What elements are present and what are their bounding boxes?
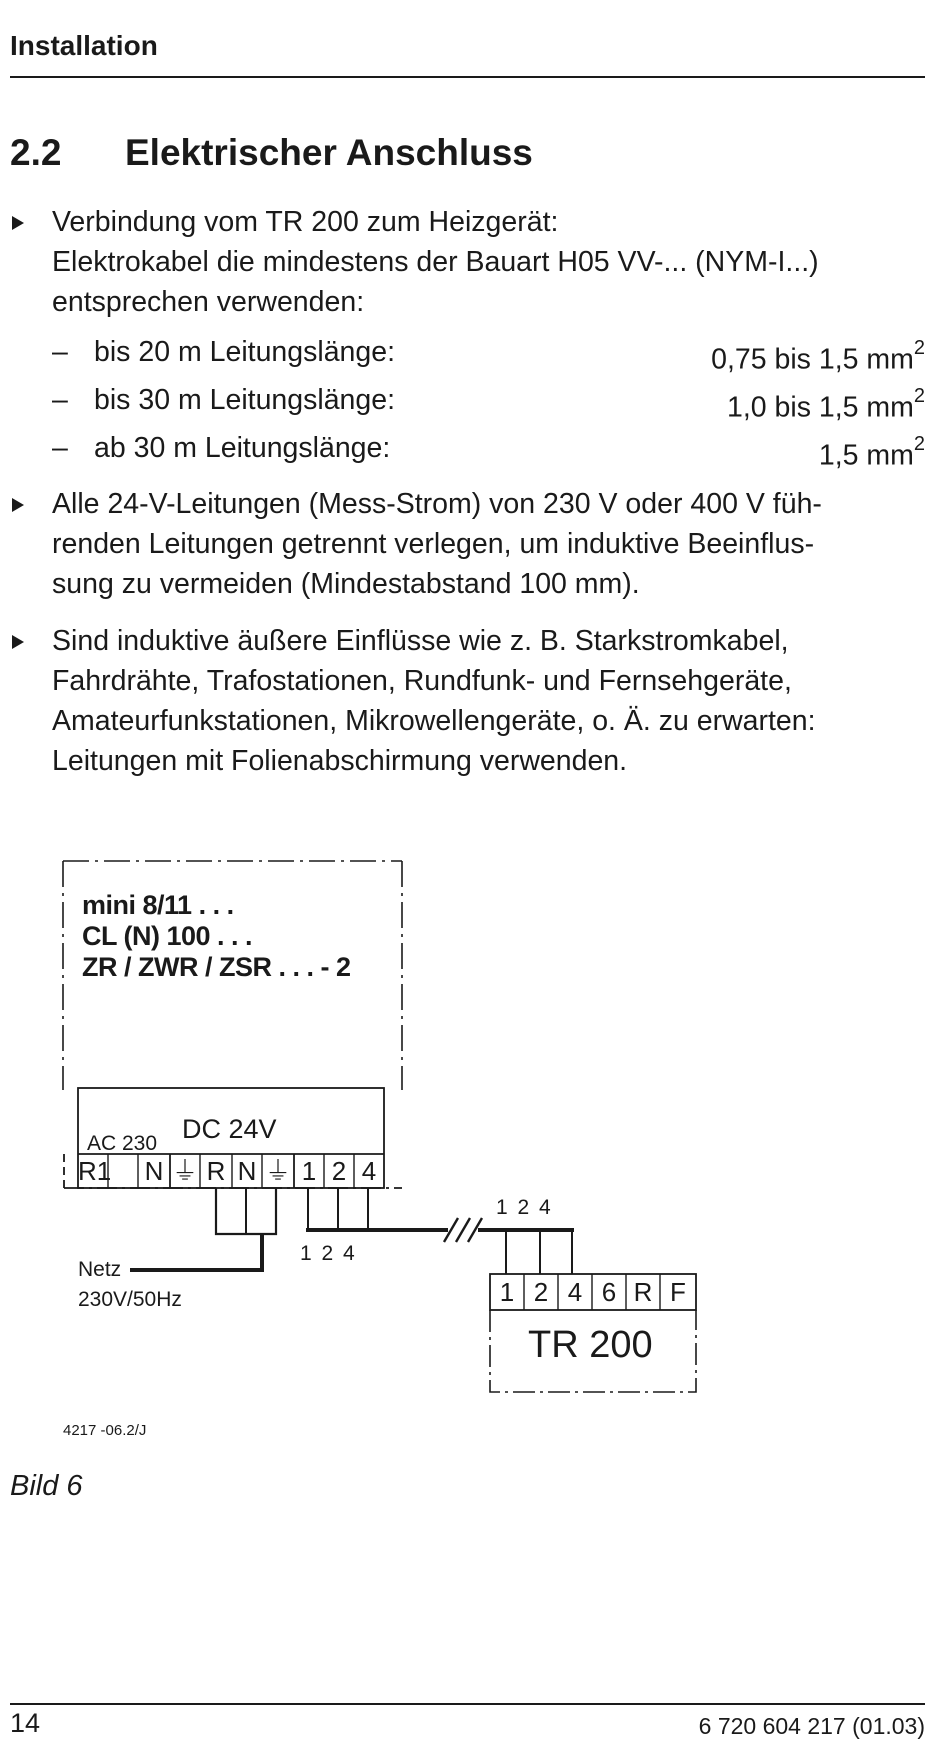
- bullet-line: Amateurfunkstationen, Mikrowellengeräte, o. Ä. zu erwarten:: [52, 705, 816, 737]
- drawing-code: 4217 -06.2/J: [63, 1422, 147, 1439]
- tr200-terminal: 2: [533, 1277, 549, 1307]
- cable-length-label: bis 30 m Leitungslänge:: [94, 384, 396, 416]
- document-number: 6 720 604 217 (01.03): [698, 1713, 925, 1739]
- heater-model: mini 8/11 . . .: [82, 890, 234, 920]
- tr200-label: TR 200: [528, 1324, 653, 1366]
- ground-terminal-icon: ⏚: [264, 1156, 291, 1186]
- wiring-diagram: [0, 850, 950, 1439]
- cable-length-label: ab 30 m Leitungslänge:: [94, 432, 391, 464]
- heater-terminal: 1: [301, 1156, 317, 1186]
- unit-exponent: 2: [913, 385, 925, 407]
- bullet-line: Verbindung vom TR 200 zum Heizgerät:: [52, 206, 559, 238]
- dc-voltage-label: DC 24V: [182, 1114, 277, 1144]
- bullet-line: Alle 24-V-Leitungen (Mess-Strom) von 230 V oder 400 V füh-: [52, 488, 822, 520]
- triangle-bullet-icon: [12, 635, 24, 649]
- footer-rule: [10, 1703, 925, 1705]
- unit-exponent: 2: [913, 337, 925, 359]
- page-number: 14: [10, 1708, 41, 1738]
- heater-model: CL (N) 100 . . .: [82, 921, 253, 951]
- bullet-item: [10, 202, 925, 322]
- bullet-line: Fahrdrähte, Trafostationen, Rundfunk- und Fernsehgeräte,: [52, 665, 792, 697]
- bullet-line: Leitungen mit Folienabschirmung verwenden.: [52, 745, 628, 777]
- heater-model-list: [82, 890, 351, 983]
- header-rule: [10, 76, 925, 78]
- cable-cross-section: 1,5 $mm^2$: [818, 433, 925, 472]
- mains-cable: [130, 1234, 262, 1270]
- bullet-item: [10, 621, 925, 781]
- heater-terminal: 4: [361, 1156, 377, 1186]
- dash-marker: –: [52, 384, 68, 416]
- heater-terminal: N: [237, 1156, 257, 1186]
- dash-marker: –: [52, 336, 68, 368]
- figure-caption: Bild 6: [10, 1470, 83, 1502]
- bullet-item: [10, 484, 925, 604]
- ground-terminal-icon: ⏚: [171, 1156, 198, 1186]
- tr200-terminal: R: [633, 1277, 653, 1307]
- heater-model: ZR / ZWR / ZSR . . . - 2: [82, 952, 351, 982]
- bullet-line: entsprechen verwenden:: [52, 286, 365, 318]
- heater-terminal: R: [206, 1156, 226, 1186]
- tr200-terminal: 4: [567, 1277, 583, 1307]
- heater-terminal: N: [144, 1156, 164, 1186]
- tr200-terminal: F: [670, 1277, 686, 1307]
- dash-marker: –: [52, 432, 68, 464]
- bullet-line: sung zu vermeiden (Mindestabstand 100 mm).: [52, 568, 640, 600]
- header-title: Installation: [10, 30, 158, 61]
- triangle-bullet-icon: [12, 498, 24, 512]
- bullet-line: Sind induktive äußere Einflüsse wie z. B. Starkstromkabel,: [52, 625, 789, 657]
- ac-voltage-label: AC 230: [87, 1132, 158, 1155]
- section-heading: [10, 132, 533, 174]
- tr200-terminal: 6: [601, 1277, 617, 1307]
- tr200-terminal: 1: [499, 1277, 515, 1307]
- heater-terminal: R1: [78, 1156, 112, 1186]
- cable-wire-numbers: 1 2 4: [496, 1196, 551, 1219]
- unit-exponent: 2: [913, 433, 925, 455]
- heater-terminal: 2: [331, 1156, 347, 1186]
- bullet-line: renden Leitungen getrennt verlegen, um induktive Beeinflus-: [52, 528, 815, 560]
- section-number: 2.2: [10, 132, 62, 173]
- cable-length-label: bis 20 m Leitungslänge:: [94, 336, 396, 368]
- cable-cross-section: 0,75 bis 1,5 $mm^2$: [711, 337, 925, 376]
- section-title: Elektrischer Anschluss: [125, 132, 533, 173]
- mains-spec: 230V/50Hz: [78, 1288, 182, 1311]
- bullet-line: Elektrokabel die mindestens der Bauart H05 VV-... (NYM-I...): [52, 246, 819, 278]
- mains-label: Netz: [78, 1258, 122, 1281]
- cable-cross-section: 1,0 bis 1,5 $mm^2$: [726, 385, 925, 424]
- cable-wire-numbers: 1 2 4: [300, 1242, 355, 1265]
- triangle-bullet-icon: [12, 216, 24, 230]
